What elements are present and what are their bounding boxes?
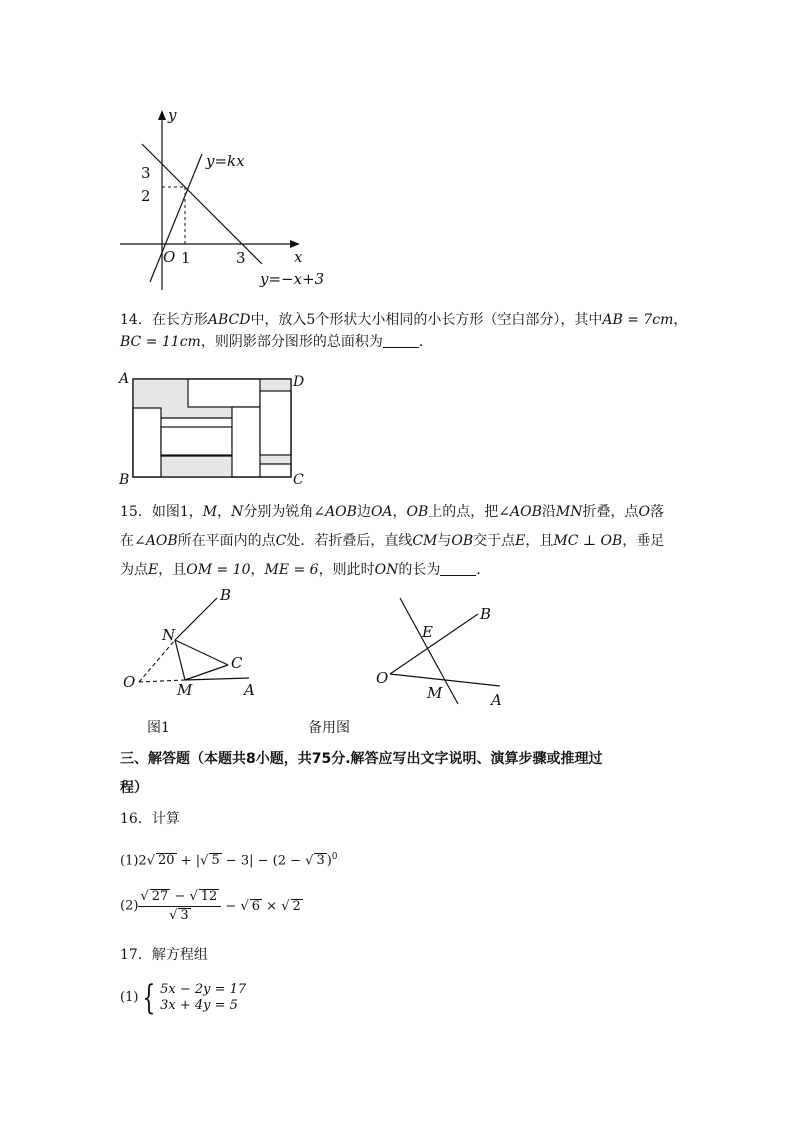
small-rect — [161, 427, 232, 455]
q15-var: E — [515, 533, 526, 549]
q15-text: 上的点，把 — [428, 504, 499, 520]
q15-var: OM = 10 — [186, 562, 251, 578]
ray-ob — [175, 598, 217, 640]
y-axis-arrow-icon — [158, 110, 166, 120]
fig1-caption: 图1 — [147, 720, 170, 736]
q15-text: ，垂足 — [622, 533, 665, 549]
q15-text: 如图1， — [151, 504, 203, 520]
q16-p1-exponent: 0 — [331, 852, 338, 862]
section-3-line2: 程） — [120, 780, 148, 796]
small-rect — [232, 407, 260, 477]
q16-p2-radicand: 27 — [151, 889, 169, 904]
q14-text: ，则阴影部分图形的总面积为 — [200, 334, 383, 350]
fig2-caption: 备用图 — [308, 720, 350, 736]
tick-y-2: 2 — [141, 187, 151, 205]
fig1-label-c: C — [231, 654, 243, 672]
q15-text: 折叠，点 — [582, 504, 639, 520]
q15-var: ∠AOB — [498, 504, 542, 520]
shaded-region — [260, 455, 291, 464]
q17-eq2: 3x + 4y = 5 — [160, 998, 238, 1013]
fig2-label-m: M — [427, 684, 443, 702]
x-axis-label: x — [294, 248, 303, 266]
fig1-label-b: B — [220, 586, 232, 604]
q15-text: ， — [250, 562, 265, 578]
section-3-line1: 三、解答题（本题共8小题，共75分.解答应写出文字说明、演算步骤或推理过 — [120, 751, 603, 767]
q15-text: 边 — [356, 504, 371, 520]
q16-p2-radicand: 2 — [292, 898, 301, 914]
q17-title: 17．解方程组 — [120, 947, 208, 963]
fig2-label-e: E — [422, 623, 433, 641]
fig2-label-a: A — [491, 691, 502, 709]
question-17-title — [120, 944, 690, 966]
q15-text: ，且 — [158, 562, 187, 578]
line2-label: y=−x+3 — [260, 270, 325, 288]
answer-blank[interactable] — [440, 563, 476, 576]
x-axis-arrow-icon — [290, 240, 300, 248]
backup-figure — [300, 582, 520, 742]
q15-text: ，且 — [525, 533, 554, 549]
q14-number: 14． — [120, 312, 152, 328]
label-c: C — [293, 472, 304, 488]
question-16-title — [120, 808, 690, 830]
shaded-region — [161, 456, 232, 477]
q14-ab: AB = 7cm — [602, 312, 674, 328]
q15-var: OB — [406, 504, 429, 520]
q15-text: ，则此时 — [318, 562, 375, 578]
q16-p1-radicand: 5 — [211, 853, 220, 869]
q15-var: N — [231, 504, 244, 520]
label-a: A — [119, 371, 130, 387]
q14-end: ． — [418, 334, 433, 350]
ray-ob-dashed — [139, 640, 175, 682]
left-brace-icon: { — [142, 978, 156, 1018]
tick-x-1: 1 — [181, 249, 191, 267]
segment-nc — [175, 640, 228, 665]
q15-var: OB — [451, 533, 474, 549]
q17-eq1: 5x − 2y = 17 — [160, 982, 247, 997]
q16-p2-denominator: √ 3 — [169, 908, 189, 923]
q17-part-1 — [120, 978, 690, 1018]
q15-text: 处．若折叠后，直线 — [286, 533, 413, 549]
q16-p1-op: + | — [176, 853, 201, 869]
tick-y-3: 3 — [141, 164, 151, 182]
label-d: D — [293, 374, 305, 390]
q15-text: 为点 — [120, 562, 148, 578]
q14-bc: BC = 11cm — [120, 334, 201, 350]
label-b: B — [119, 472, 130, 488]
segment-mc — [185, 665, 228, 680]
q16-p1-radicand: 3 — [316, 853, 325, 869]
q16-p2-op: − — [170, 889, 190, 904]
q16-p2-radicand: 6 — [251, 898, 261, 914]
q16-p2-radicand: 3 — [180, 908, 189, 923]
q15-var: ∠AOB — [134, 533, 178, 549]
q16-p2-numerator: √ 27 − √ 12 — [138, 888, 221, 907]
q15-var: E — [148, 562, 159, 578]
q15-var: O — [638, 504, 650, 520]
q14-text: 在长方形 — [151, 312, 208, 328]
fig1-label-m: M — [177, 681, 193, 699]
q16-p1-coef: 2 — [138, 853, 147, 869]
q15-var: MC ⊥ OB — [553, 533, 623, 549]
q15-text: 所在平面内的点 — [177, 533, 276, 549]
q15-number: 15． — [120, 504, 152, 520]
q16-title: 16．计算 — [120, 811, 180, 827]
q15-text: 沿 — [541, 504, 556, 520]
q16-p2-radicand: 12 — [200, 889, 218, 904]
segment-nm — [175, 640, 185, 680]
rectangle-figure — [115, 370, 315, 488]
q15-text: 分别为锐角 — [243, 504, 314, 520]
y-axis-label: y — [168, 106, 177, 124]
shaded-region — [260, 379, 291, 391]
q14-rect-name: ABCD — [207, 312, 251, 328]
fig1-label-n: N — [162, 626, 176, 644]
q15-var: C — [275, 533, 287, 549]
q16-part-1: (1)2√ 20 + |√ 5 − 3| − (2 − √ 3 )$^0$ — [120, 852, 338, 869]
line-y-kx — [150, 154, 202, 282]
origin-label: O — [163, 248, 176, 266]
q15-var: M — [202, 504, 218, 520]
small-rect — [260, 391, 291, 455]
small-rect — [188, 379, 260, 407]
q15-var: ∠AOB — [313, 504, 357, 520]
ray-oa — [185, 678, 249, 680]
fig1-label-a: A — [244, 681, 255, 699]
q14-text: 中，放入5个形状大小相同的小长方形（空白部分），其中 — [250, 312, 603, 328]
q16-p2-op: × — [262, 898, 282, 914]
q15-text: 与 — [437, 533, 452, 549]
q15-end: ． — [476, 562, 491, 578]
fig2-label-o: O — [376, 669, 389, 687]
q15-text: ， — [217, 504, 232, 520]
question-14 — [120, 309, 690, 353]
q15-text: 在 — [120, 533, 134, 549]
q16-p2-op: − — [221, 898, 241, 914]
ray-ob — [390, 614, 478, 674]
q15-var: OA — [370, 504, 393, 520]
q15-text: 落 — [650, 504, 664, 520]
q16-p1-paren: ) — [326, 853, 332, 869]
linear-functions-graph — [110, 100, 350, 295]
line1-label: y=kx — [206, 152, 245, 170]
q15-var: ME = 6 — [264, 562, 319, 578]
q16-p1-label: (1) — [120, 853, 139, 869]
fig1-label-o: O — [123, 673, 136, 691]
q16-p2-fraction — [138, 888, 221, 925]
fig2-label-b: B — [480, 605, 492, 623]
q14-comma: ， — [673, 312, 688, 328]
question-15 — [120, 498, 690, 585]
small-rect — [133, 408, 161, 477]
q17-p1-label: (1) — [120, 990, 139, 1005]
section-3-heading — [120, 745, 690, 803]
q15-text: 交于点 — [473, 533, 516, 549]
figure-1 — [115, 582, 285, 742]
answer-blank[interactable] — [383, 335, 419, 348]
q16-p1-radicand: 20 — [158, 853, 175, 869]
q15-text: ， — [392, 504, 407, 520]
q16-part-2: (2) $\frac{√ 27 - √ 12}{√ 3}$ − √ 6 × √ 2 — [120, 889, 301, 923]
q15-var: CM — [412, 533, 438, 549]
equation-system — [160, 982, 246, 1014]
tick-x-3: 3 — [236, 249, 246, 267]
q15-var: MN — [555, 504, 583, 520]
q16-p1-op: − 3| − (2 − — [221, 853, 306, 869]
q15-var: ON — [374, 562, 399, 578]
q16-p2-label: (2) — [120, 898, 139, 914]
q15-text: 的长为 — [398, 562, 441, 578]
